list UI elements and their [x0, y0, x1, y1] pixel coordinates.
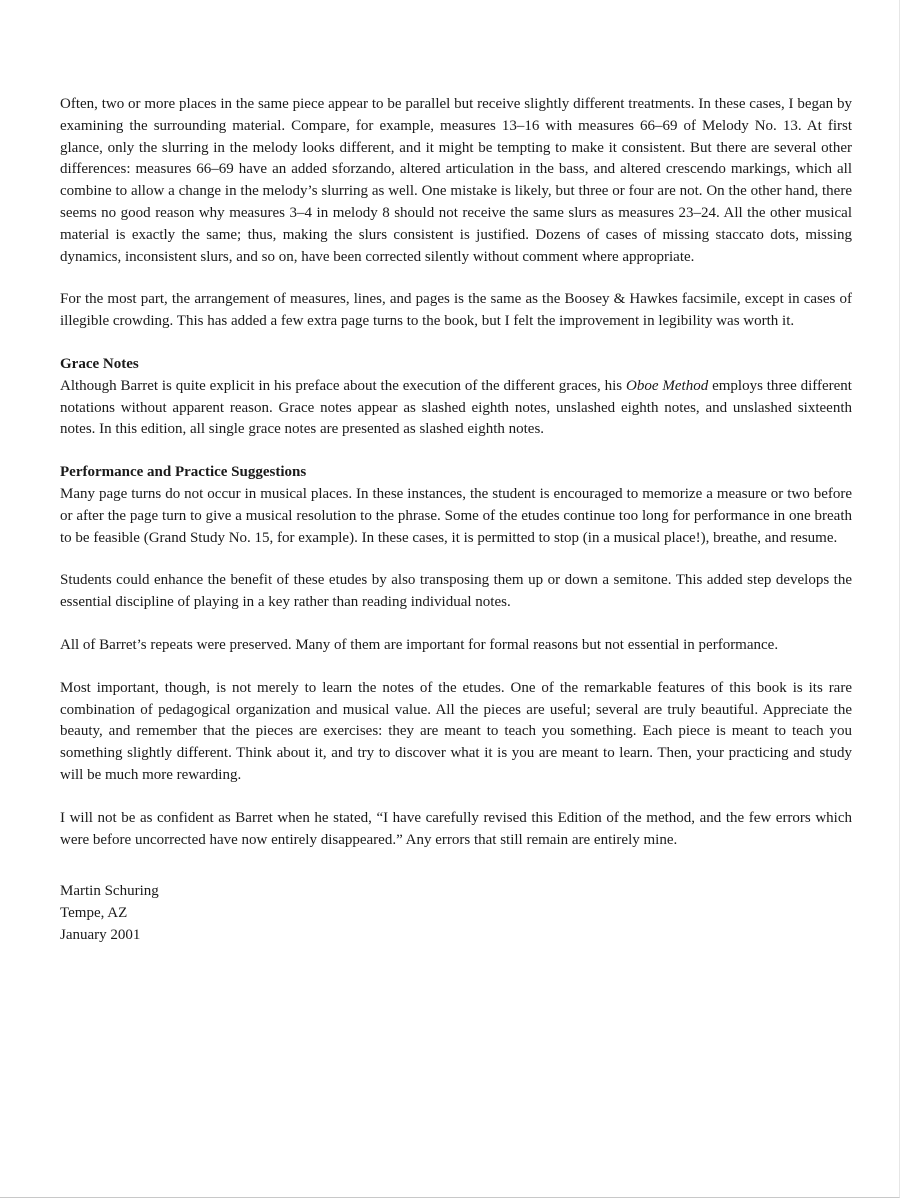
heading-performance: Performance and Practice Suggestions: [60, 464, 307, 481]
signature-date: January 2001: [60, 926, 141, 943]
oboe-method-title: Oboe Method: [626, 377, 709, 394]
paragraph-page-turns: Many page turns do not occur in musical places. In these instances, the student is encouraged to memorize a measure or two before or after the page turn to give a musical resolution to the phrase. Some of the etudes continue too long for performance in one breath to be feasible (Grand Study No. 15, for example). In these cases, it is permitted to stop (in a musical place!), breathe, and resume.: [60, 485, 852, 546]
paragraph-measure-arrangement: For the most part, the arrangement of measures, lines, and pages is the same as the Boosey & Hawkes facsimile, except in cases of illegible crowding. This has added a few extra page turns to the book, but I felt the improvement in legibility was worth it.: [60, 291, 852, 330]
grace-notes-text-start: Although Barret is quite explicit in his preface about the execution of the different graces, his: [60, 377, 627, 394]
signature-name: Martin Schuring: [60, 883, 159, 900]
signature-block: [60, 881, 852, 946]
section-grace-notes: [60, 354, 852, 441]
grace-notes-text-end: employs three different notations without apparent reason. Grace notes appear as slashed eighth notes, unslashed eighth notes, and unslashed sixteenth notes. In this edition, all single grace notes are presented as slashed eighth notes.: [60, 377, 852, 438]
paragraph-repeats: All of Barret’s repeats were preserved. Many of them are important for formal reasons but not essential in performance.: [60, 636, 779, 653]
document-body: [60, 94, 852, 947]
heading-grace-notes: Grace Notes: [60, 355, 139, 372]
paragraph-parallel-passages: Often, two or more places in the same piece appear to be parallel but receive slightly different treatments. In these cases, I began by examining the surrounding material. Compare, for example, measures 13–16 with measures 66–69 of Melody No. 13. At first glance, only the slurring in the melody looks different, and it might be tempting to make it consistent. But there are several other differences: measures 66–69 have an added sforzando, altered articulation in the bass, and altered crescendo markings, which all combine to allow a change in the melody’s slurring as well. One mistake is likely, but three or four are not. On the other hand, there seems no good reason why measures 3–4 in melody 8 should not receive the same slurs as measures 23–24. All the other musical material is exactly the same; thus, making the slurs consistent is justified. Dozens of cases of missing staccato dots, missing dynamics, inconsistent slurs, and so on, have been corrected silently without comment where appropriate.: [60, 96, 852, 265]
paragraph-transposing: Students could enhance the benefit of these etudes by also transposing them up or down a semitone. This added step develops the essential discipline of playing in a key rather than reading individual notes.: [60, 572, 852, 611]
signature-place: Tempe, AZ: [60, 905, 128, 922]
paragraph-grace-notes: [60, 376, 852, 441]
section-performance: [60, 462, 852, 851]
paragraph-errors: I will not be as confident as Barret when he stated, “I have carefully revised this Edition of the method, and the few errors which were before uncorrected have now entirely disappeared.” Any errors that still remain are entirely mine.: [60, 809, 852, 848]
paragraph-most-important: Most important, though, is not merely to learn the notes of the etudes. One of the remarkable features of this book is its rare combination of pedagogical organization and musical value. All the pieces are useful; several are truly beautiful. Appreciate the beauty, and remember that the pieces are exercises: they are meant to teach you something. Each piece is meant to teach you something slightly different. Think about it, and try to discover what it is you are meant to learn. Then, your practicing and study will be much more rewarding.: [60, 679, 852, 783]
